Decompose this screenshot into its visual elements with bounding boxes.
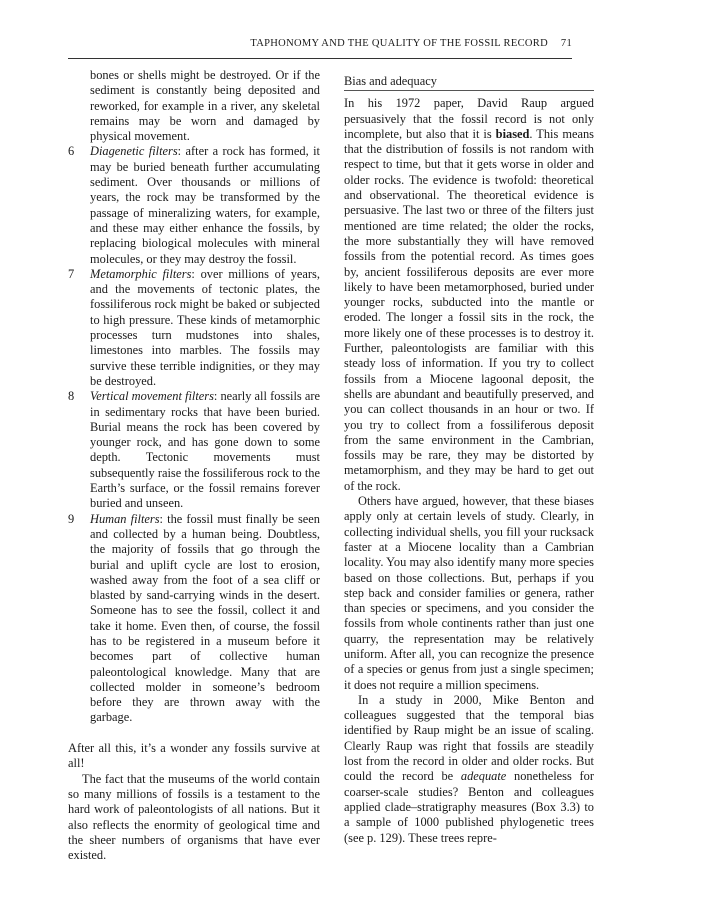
- list-item-diagenetic: [68, 144, 320, 266]
- list-term: Human filters: [90, 511, 160, 526]
- list-text: Vertical movement filters: nearly all fossils are in sedimentary rocks that have been buried. Burial means the rock has been covered by younger rock, and has gone down to some depth. Tectonic movements must subsequently raise the fossiliferous rock to the Earth’s surface, or the fossil remains forever buried and unseen.: [90, 389, 320, 511]
- list-number: 8: [68, 389, 75, 404]
- paragraph-after-list: After all this, it’s a wonder any fossils survive at all!: [68, 741, 320, 771]
- list-text: Human filters: the fossil must finally be seen and collected by a human being. Doubtless, the majority of fossils that go through the burial and uplift cycle are lost to erosion, washed away from the foot of a sea cliff or blasted by sand-carrying winds in the desert. Someone has to see the fossil, collect it and take it home. Even then, of course, the fossil has to be registered in a museum before it becomes part of collective human paleontological knowledge. Many that are collected molder in someone’s bedroom before they are thrown away with the garbage.: [90, 511, 320, 725]
- running-header: [68, 38, 572, 59]
- left-column: [68, 68, 320, 863]
- list-number: 9: [68, 511, 75, 526]
- emphasis-adequate: adequate: [460, 769, 507, 784]
- paragraph-benton-study: In a study in 2000, Mike Benton and colleagues suggested that the temporal bias identified by Raup might be an issue of scaling. Clearly Raup was right that fossils are steadily lost from the record in older and older rocks. But could the record be adequate nonetheless for coarser-scale studies? Benton and colleagues applied clade–stratigraphy measures (Box 3.3) to a sample of 1000 published phylogenetic trees (see p. 129). These trees repre-: [344, 692, 594, 845]
- list-number: 6: [68, 144, 75, 159]
- paragraph-raup: In his 1972 paper, David Raup argued persuasively that the fossil record is not only incomplete, but also that it is biased. This means that the distribution of fossils is not random with respect to time, but that it gets worse in older and older rocks. The evidence is twofold: theoretical and observational. The theoretical evidence is persuasive. The last two or three of the filters just mentioned are time related; the older the rocks, the more substantially they will have removed fossils from the potential record. As times goes by, ancient fossiliferous deposits are ever more likely to have been metamorphosed, buried under younger rocks, subducted into the mantle or eroded. The longer a fossil sits in the rock, the more likely one of these processes is to destroy it. Further, paleontologists are familiar with this steady loss of information. If you try to collect fossils from a Miocene lagoonal deposit, the shells are abundant and beautifully preserved, and you can collect thousands in an hour or two. If you try to collect from a fossiliferous deposit from the same environment in the Cambrian, fossils may be rare, they may be distorted by metamorphism, and they may be hard to get out of the rock.: [344, 96, 594, 493]
- list-number: 7: [68, 266, 75, 281]
- paragraph-others-argued: Others have argued, however, that these biases apply only at certain levels of study. Clearly, in collecting individual shells, you fill your rucksack faster at a Miocene locality than a Cambrian locality. You may also identify many more species based on those collections. But, perhaps if you step back and consider families or genera, rather than species or specimens, and you consider the fossils from whole continents rather than just one quarry, the representation may be relatively uniform. After all, you can recognize the presence of a species or genus from just a single specimen; it does not require a million specimens.: [344, 494, 594, 692]
- list-term: Diagenetic filters: [90, 144, 178, 159]
- list-item-human: [68, 512, 320, 726]
- list-item-metamorphic: [68, 267, 320, 389]
- paragraph-museums: The fact that the museums of the world contain so many millions of fossils is a testament to the hard work of paleontologists of all nations. But it also reflects the enormity of geological time and the sheer numbers of organisms that have ever existed.: [68, 771, 320, 863]
- page-number: 71: [560, 38, 572, 49]
- emphasis-biased: biased: [495, 126, 530, 141]
- list-text: Diagenetic filters: after a rock has formed, it may be buried beneath further accumulating sediment. Over thousands or millions of years, the rock may be transformed by the passage of mineralizing waters, for example, and these may either enhance the fossils, by replacing biological molecules with mineral molecules, or they may destroy the fossil.: [90, 144, 320, 266]
- running-title: TAPHONOMY AND THE QUALITY OF THE FOSSIL RECORD: [250, 38, 548, 49]
- continuation-paragraph: bones or shells might be destroyed. Or if the sediment is constantly being deposited and reworked, for example in a river, any skeletal remains may be worn and damaged by physical movement.: [90, 68, 320, 144]
- list-item-vertical-movement: [68, 389, 320, 511]
- section-title: Bias and adequacy: [344, 74, 594, 91]
- right-column: [344, 74, 594, 846]
- list-term: Vertical movement filters: [90, 389, 214, 404]
- list-term: Metamorphic filters: [90, 266, 192, 281]
- list-text: Metamorphic filters: over millions of years, and the movements of tectonic plates, the fossiliferous rock might be baked or subjected to high pressure. These kinds of metamorphic processes turn mudstones into shales, limestones into marbles. The fossils may survive these terrible indignities, or they may be destroyed.: [90, 266, 320, 388]
